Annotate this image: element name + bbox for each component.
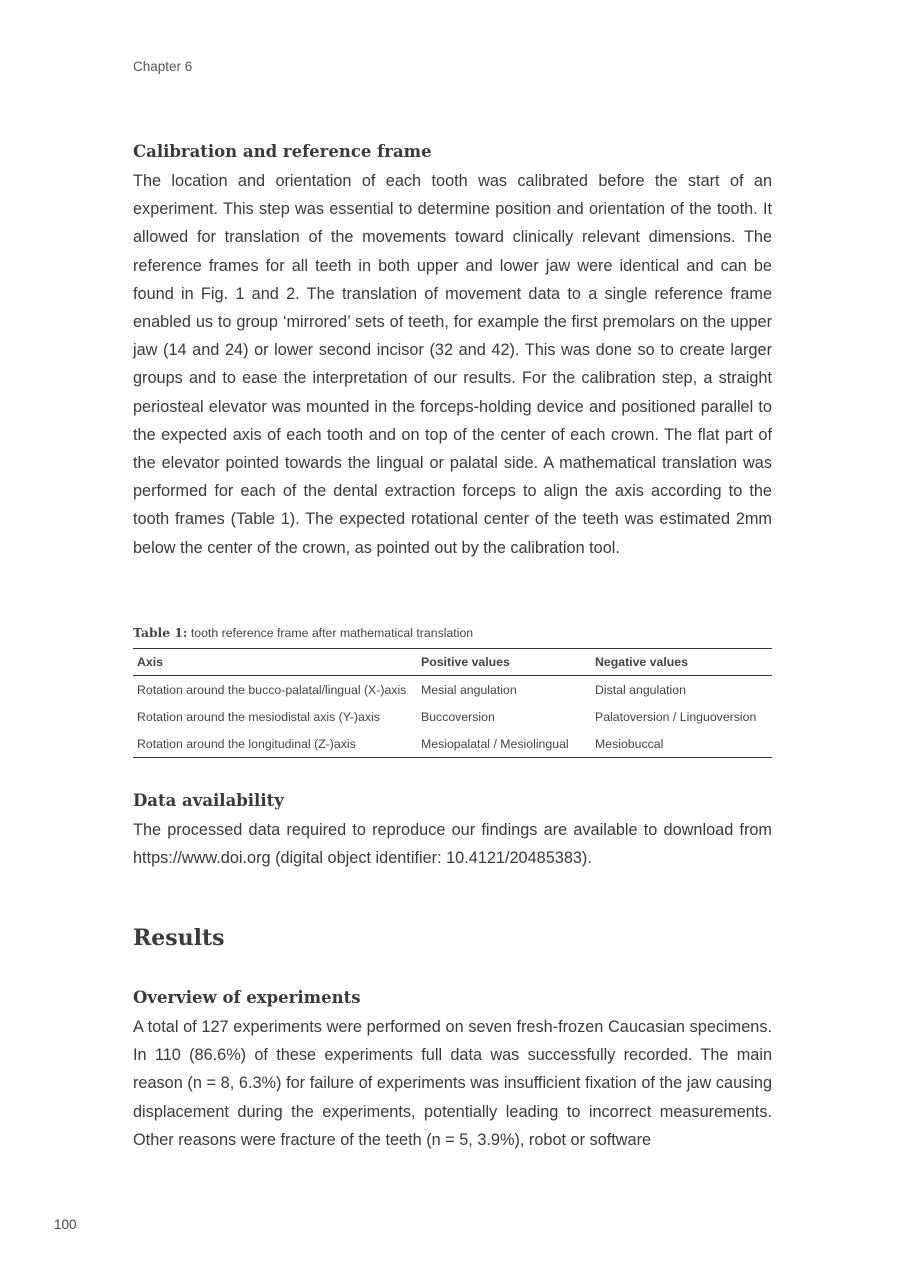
- table-cell-negative: Palatoversion / Linguoversion: [595, 710, 757, 724]
- header-positive-values: Positive values: [417, 649, 591, 676]
- table-cell-axis: Rotation around the mesiodistal axis (Y-)axis: [137, 710, 380, 724]
- page-number: 100: [54, 1217, 77, 1232]
- data-availability-section: [133, 789, 772, 872]
- data-availability-heading: Data availability: [133, 791, 284, 810]
- table-caption: [133, 625, 772, 641]
- table-caption-label: Table 1:: [133, 625, 188, 640]
- table-cell-negative: Distal angulation: [595, 683, 686, 697]
- table-row: [133, 676, 772, 704]
- table-row: [133, 730, 772, 758]
- table-1: [133, 625, 772, 758]
- table-caption-text: tooth reference frame after mathematical translation: [187, 626, 474, 640]
- table-header-row: [133, 649, 772, 676]
- table-cell-negative: Mesiobuccal: [591, 730, 772, 758]
- table-cell-axis: Rotation around the longitudinal (Z-)axis: [133, 730, 417, 758]
- running-head: Chapter 6: [133, 59, 193, 74]
- overview-heading: Overview of experiments: [133, 988, 361, 1007]
- results-heading: Results: [133, 925, 225, 951]
- header-negative-values: Negative values: [591, 649, 772, 676]
- calibration-paragraph: The location and orientation of each tooth was calibrated before the start of an experiment. This step was essential to determine position and orientation of the tooth. It allowed for translation of the movements toward clinically relevant dimensions. The reference frames for all teeth in both upper and lower jaw were identical and can be found in Fig. 1 and 2. The translation of movement data to a single reference frame enabled us to group ‘mirrored’ sets of teeth, for example the first premolars on the upper jaw (14 and 24) or lower second incisor (32 and 42). This was done so to create larger groups and to ease the interpretation of our results. For the calibration step, a straight periosteal elevator was mounted in the forceps-holding device and positioned parallel to the expected axis of each tooth and on top of the center of each crown. The flat part of the elevator pointed towards the lingual or palatal side. A mathematical translation was performed for each of the dental extraction forceps to align the axis according to the tooth frames (Table 1). The expected rotational center of the teeth was estimated 2mm below the center of the crown, as pointed out by the calibration tool.: [133, 172, 772, 557]
- overview-section: [133, 986, 772, 1154]
- header-axis: Axis: [133, 649, 417, 676]
- calibration-heading: Calibration and reference frame: [133, 142, 432, 161]
- reference-frame-table: [133, 648, 772, 758]
- table-cell-positive: Mesial angulation: [421, 683, 517, 697]
- table-cell-positive: Buccoversion: [421, 710, 495, 724]
- table-cell-positive: Mesiopalatal / Mesiolingual: [417, 730, 591, 758]
- table-cell-axis: Rotation around the bucco-palatal/lingual (X-)axis: [137, 683, 407, 697]
- results-section: [133, 925, 772, 951]
- table-row: [133, 703, 772, 730]
- data-availability-paragraph: The processed data required to reproduce our findings are available to download from https://www.doi.org (digital object identifier: 10.4121/20485383).: [133, 821, 772, 868]
- calibration-section: [133, 140, 772, 562]
- overview-paragraph: A total of 127 experiments were performed on seven fresh-frozen Caucasian specimens. In 110 (86.6%) of these experiments full data was successfully recorded. The main reason (n = 8, 6.3%) for failure of experiments was insufficient fixation of the jaw causing displacement during the experiments, potentially leading to incorrect measurements. Other reasons were fracture of the teeth (n = 5, 3.9%), robot or software: [133, 1018, 772, 1149]
